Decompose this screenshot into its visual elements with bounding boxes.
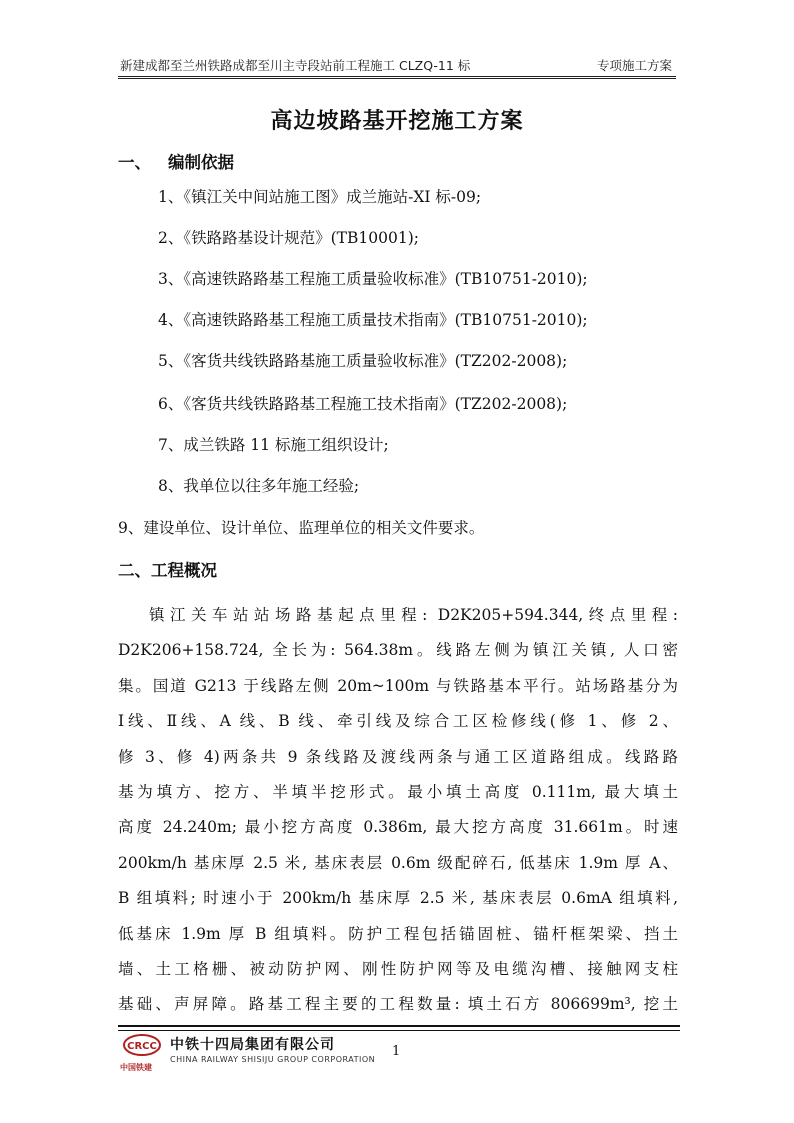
header-doc-type: 专项施工方案 [596, 58, 672, 73]
crcc-logo-icon [120, 1032, 164, 1066]
paragraph-line: 墙、土工格栅、被动防护网、刚性防护网等及电缆沟槽、接触网支柱 [118, 959, 678, 978]
section1-heading [118, 149, 234, 173]
paragraph-line: B 组填料; 时速小于 200km/h 基床厚 2.5 米, 基床表层 0.6mA 组填料, [118, 889, 678, 908]
logo-text: CRCC [127, 1041, 157, 1052]
reference-item-8: 8、我单位以往多年施工经验; [158, 477, 360, 495]
paragraph-line: 集。国道 G213 于线路左侧 20m~100m 与铁路基本平行。站场路基分为 [118, 676, 678, 695]
page-header [118, 56, 676, 78]
paragraph-line: D2K206+158.724, 全长为: 564.38m。线路左侧为镇江关镇, 人口密 [118, 641, 678, 660]
reference-item-5: 5、《客货共线铁路路基施工质量验收标准》(TZ202-2008); [158, 352, 568, 370]
company-name-en: CHINA RAILWAY SHISIJU GROUP CORPORATION [170, 1055, 376, 1064]
paragraph-line: 基为填方、挖方、半填半挖形式。最小填土高度 0.111m, 最大填土 [118, 782, 678, 801]
reference-item-6: 6、《客货共线铁路路基工程施工技术指南》(TZ202-2008); [158, 395, 568, 413]
footer-rule [118, 1025, 680, 1031]
header-rule [118, 76, 676, 79]
section1-number: 一、 [118, 153, 151, 172]
paragraph-line: 基础、声屏障。路基工程主要的工程数量: 填土石方 806699m³, 挖土 [118, 995, 678, 1014]
reference-item-2: 2、《铁路路基设计规范》(TB10001); [158, 229, 419, 247]
company-name-cn: 中铁十四局集团有限公司 [170, 1037, 335, 1053]
header-project-title: 新建成都至兰州铁路成都至川主寺段站前工程施工 CLZQ-11 标 [120, 58, 471, 73]
paragraph-line: 修 3、修 4)两条共 9 条线路及渡线两条与通工区道路组成。线路路 [118, 747, 678, 766]
paragraph-line: 镇江关车站站场路基起点里程: D2K205+594.344,终点里程: [149, 606, 678, 624]
brand-name: 中国铁建 [120, 1063, 152, 1072]
paragraph-line: 低基床 1.9m 厚 B 组填料。防护工程包括锚固桩、锚杆框架梁、挡土 [118, 924, 678, 943]
reference-item-4: 4、《高速铁路路基工程施工质量技术指南》(TB10751-2010); [158, 311, 588, 329]
project-overview-paragraph [118, 598, 678, 1023]
paragraph-line: 高度 24.240m; 最小挖方高度 0.386m, 最大挖方高度 31.661m。时速 [118, 818, 678, 837]
section2-heading: 二、工程概况 [118, 561, 217, 580]
reference-item-9: 9、建设单位、设计单位、监理单位的相关文件要求。 [118, 519, 485, 537]
page-number: 1 [392, 1044, 401, 1059]
reference-item-1: 1、《镇江关中间站施工图》成兰施站-XI 标-09; [158, 188, 482, 206]
reference-item-7: 7、成兰铁路 11 标施工组织设计; [158, 436, 389, 454]
section1-title: 编制依据 [168, 153, 234, 172]
reference-item-3: 3、《高速铁路路基工程施工质量验收标准》(TB10751-2010); [158, 270, 588, 288]
document-title: 高边坡路基开挖施工方案 [270, 108, 524, 134]
paragraph-line: Ⅰ线、Ⅱ线、A 线、B 线、牵引线及综合工区检修线(修 1、修 2、 [118, 712, 678, 731]
paragraph-line: 200km/h 基床厚 2.5 米, 基床表层 0.6m 级配碎石, 低基床 1.9m 厚 A、 [118, 853, 678, 872]
